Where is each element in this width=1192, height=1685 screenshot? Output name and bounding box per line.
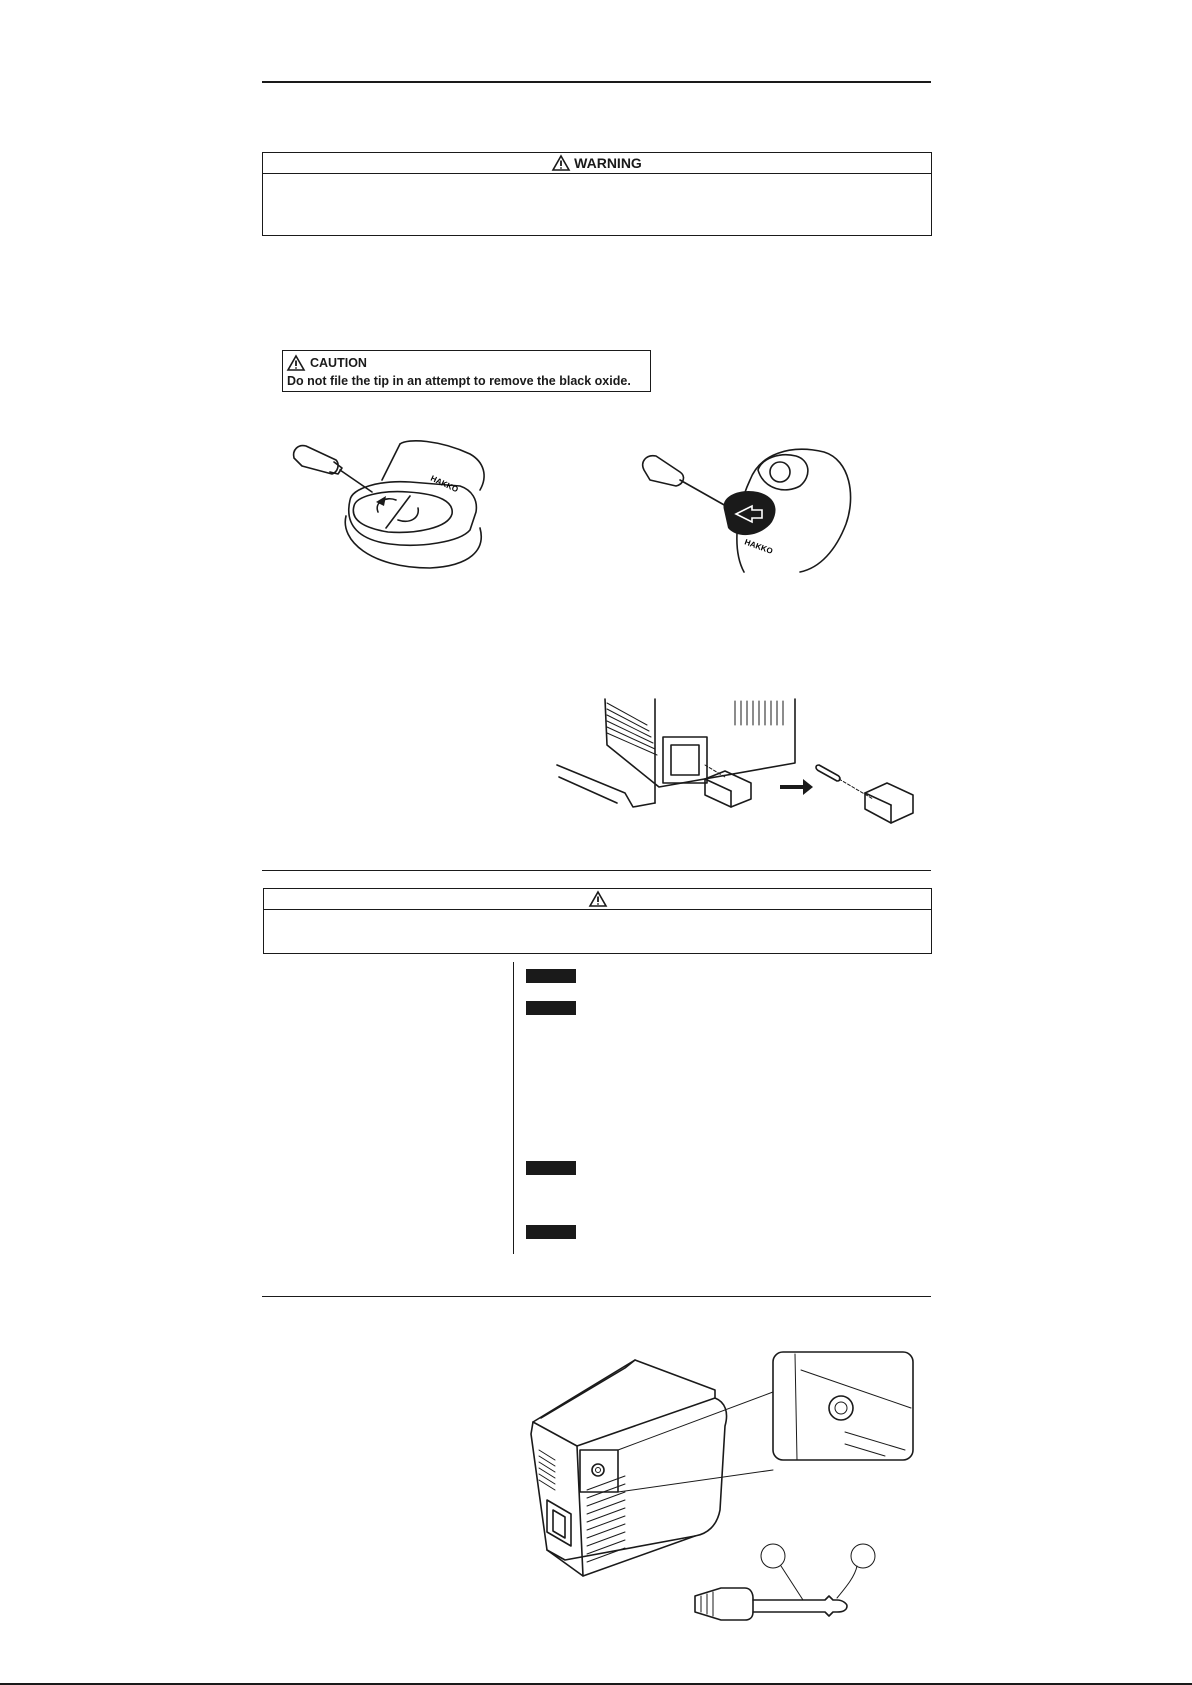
section-rule — [262, 870, 931, 871]
warning-box-2 — [263, 888, 932, 954]
column-divider — [513, 962, 514, 1254]
label-tag — [526, 1225, 576, 1239]
warning-title: WARNING — [574, 155, 642, 171]
caution-title: CAUTION — [310, 356, 367, 370]
label-tag — [526, 1161, 576, 1175]
warning-header — [263, 153, 931, 174]
caution-box — [282, 350, 651, 392]
warning-triangle-icon — [287, 355, 305, 371]
brand-label: HAKKO — [429, 473, 460, 495]
brand-label: HAKKO — [743, 537, 774, 556]
label-tag — [526, 1001, 576, 1015]
right-arrow-icon — [780, 779, 813, 795]
callout-circle — [851, 1544, 875, 1568]
warning-triangle-icon — [589, 891, 607, 907]
callout-circle — [761, 1544, 785, 1568]
caution-text: Do not file the tip in an attempt to remove the black oxide. — [287, 374, 631, 388]
warning-triangle-icon — [552, 155, 570, 171]
station-rear-illustration — [525, 1350, 915, 1635]
fuse-replacement-illustration — [555, 695, 925, 825]
section-rule-2 — [262, 1296, 931, 1297]
stereo-plug — [695, 1588, 847, 1620]
top-rule — [262, 81, 931, 83]
label-tag — [526, 969, 576, 983]
tip-holder-cleaning-illustration-left — [290, 440, 490, 590]
warning-header-2 — [264, 889, 931, 910]
tip-holder-cleaning-illustration-right — [640, 440, 860, 575]
warning-box — [262, 152, 932, 236]
